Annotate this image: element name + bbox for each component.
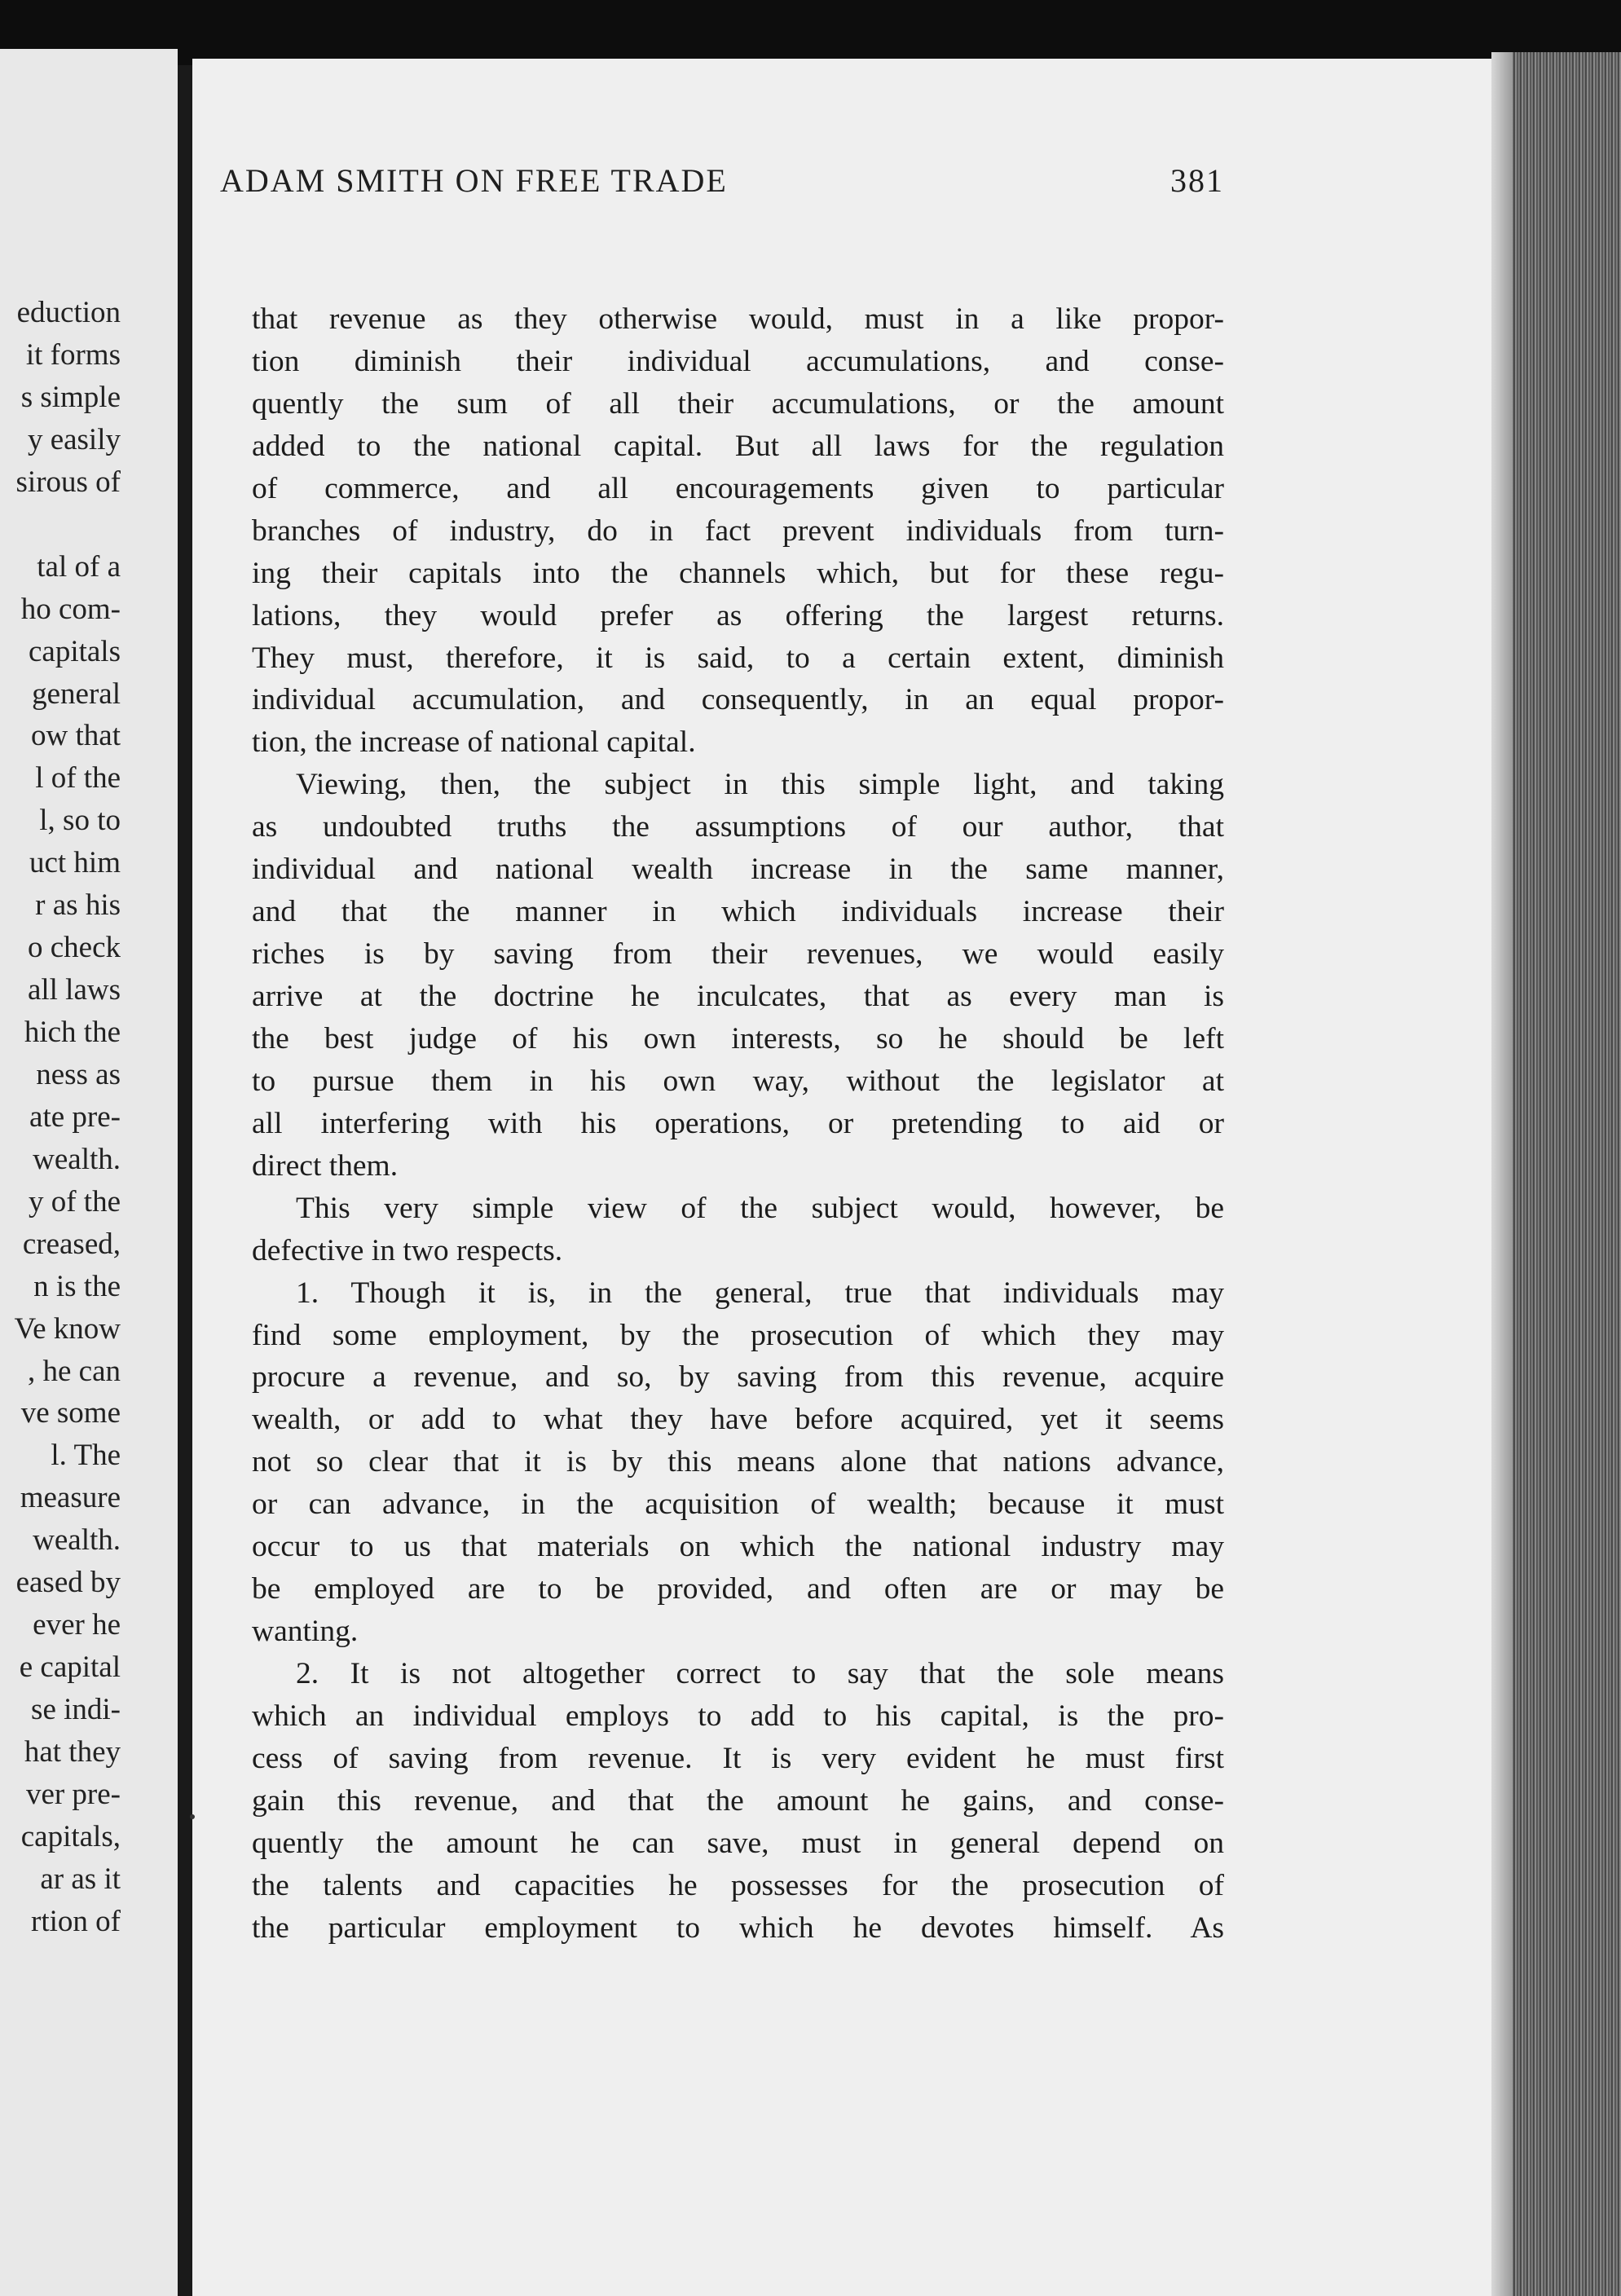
facing-page-line: ness as <box>36 1057 121 1091</box>
text-line: quently the sum of all their accumulations, or the amount <box>252 386 1224 421</box>
text-line: arrive at the doctrine he inculcates, that as every man is <box>252 980 1224 1013</box>
body-text <box>252 298 1224 1950</box>
text-line: find some employment, by the prosecution of which they may <box>252 1318 1224 1352</box>
facing-page <box>0 49 178 2296</box>
facing-page-line: eduction <box>16 296 121 329</box>
text-line: procure a revenue, and so, by saving from this revenue, acquire <box>252 1360 1224 1395</box>
text-line: or can advance, in the acquisition of wealth; because it must <box>252 1487 1224 1522</box>
facing-page-line: y easily <box>27 422 121 456</box>
text-line: gain this revenue, and that the amount he gains, and conse- <box>252 1783 1224 1818</box>
facing-page-line: ate pre- <box>29 1100 121 1134</box>
text-line: lations, they would prefer as offering the largest returns. <box>252 598 1224 632</box>
text-line: not so clear that it is by this means alone that nations advance, <box>252 1445 1224 1479</box>
facing-page-line: ve some <box>20 1396 121 1430</box>
facing-page-line: hat they <box>24 1734 121 1769</box>
text-line: riches is by saving from their revenues, we would easily <box>252 937 1224 972</box>
page-edges <box>1491 52 1621 2296</box>
text-line: quently the amount he can save, must in general depend on <box>252 1826 1224 1860</box>
facing-page-line: y of the <box>28 1184 121 1219</box>
facing-page-line: all laws <box>27 973 121 1007</box>
text-line: They must, therefore, it is said, to a certain extent, diminish <box>252 641 1224 675</box>
text-line: wanting. <box>252 1615 359 1649</box>
facing-page-line: capitals, <box>20 1819 121 1853</box>
text-line: the best judge of his own interests, so he should be left <box>252 1021 1224 1055</box>
text-line: individual accumulation, and consequently, in an equal propor- <box>252 683 1224 717</box>
facing-page-line: ver pre- <box>25 1777 121 1811</box>
text-line: cess of saving from revenue. It is very evident he must first <box>252 1741 1224 1775</box>
text-line: tion diminish their individual accumulations, and conse- <box>252 344 1224 378</box>
facing-page-line: it forms <box>25 337 121 372</box>
facing-page-line: se indi- <box>31 1693 121 1726</box>
text-line: of commerce, and all encouragements given to particular <box>252 471 1224 505</box>
page-edge-highlight <box>1491 52 1513 2296</box>
facing-page-line: e capital <box>19 1650 121 1685</box>
text-line: 1. Though it is, in the general, true that individuals may <box>296 1276 1224 1310</box>
facing-page-line: l. The <box>51 1439 121 1473</box>
facing-page-line: ho com- <box>20 592 121 626</box>
facing-page-line: l, so to <box>39 804 121 838</box>
facing-page-line: wealth. <box>33 1142 121 1176</box>
facing-page-line: o check <box>27 931 121 965</box>
text-line: to pursue them in his own way, without the legislator at <box>252 1064 1224 1098</box>
text-line: This very simple view of the subject would, however, be <box>296 1191 1224 1225</box>
facing-page-line: uct him <box>29 846 121 880</box>
text-line: occur to us that materials on which the national industry may <box>252 1530 1224 1564</box>
facing-page-line: measure <box>20 1481 121 1515</box>
facing-page-line: general <box>32 676 121 711</box>
text-line: which an individual employs to add to his capital, is the pro- <box>252 1699 1224 1733</box>
facing-page-line: creased, <box>22 1227 121 1261</box>
facing-page-line: sirous of <box>15 465 121 499</box>
text-line: ing their capitals into the channels which, but for these regu- <box>252 556 1224 590</box>
text-line: individual and national wealth increase in the same manner, <box>252 853 1224 887</box>
text-line: added to the national capital. But all laws for the regulation <box>252 429 1224 463</box>
page-number: 381 <box>1170 162 1224 199</box>
facing-page-line: eased by <box>15 1566 121 1600</box>
text-line: wealth, or add to what they have before acquired, yet it seems <box>252 1403 1224 1437</box>
facing-page-line: ever he <box>33 1608 121 1642</box>
text-line: defective in two respects. <box>252 1233 563 1267</box>
facing-page-line: l of the <box>35 761 121 795</box>
facing-page-text <box>14 292 121 1943</box>
facing-page-line: ar as it <box>40 1862 121 1896</box>
text-line: the talents and capacities he possesses for the prosecution of <box>252 1868 1224 1902</box>
facing-page-line: capitals <box>28 634 121 668</box>
facing-page-line: Ve know <box>14 1311 121 1346</box>
text-line: be employed are to be provided, and often are or may be <box>252 1572 1224 1606</box>
facing-page-line: tal of a <box>37 549 121 584</box>
text-line: branches of industry, do in fact prevent individuals from turn- <box>252 513 1224 548</box>
facing-page-line: , he can <box>27 1354 121 1388</box>
text-line: that revenue as they otherwise would, must in a like propor- <box>252 302 1224 336</box>
facing-page-line: hich the <box>24 1016 121 1049</box>
text-line: as undoubted truths the assumptions of our author, that <box>252 810 1224 844</box>
text-line: all interfering with his operations, or pretending to aid or <box>252 1106 1224 1140</box>
book-gutter <box>178 65 192 2296</box>
facing-page-line: n is the <box>33 1269 121 1303</box>
text-line: the particular employment to which he devotes himself. As <box>252 1910 1224 1945</box>
facing-page-line: r as his <box>35 888 121 923</box>
facing-page-line: wealth. <box>33 1523 121 1558</box>
facing-page-line: ow that <box>31 719 121 753</box>
text-line: and that the manner in which individuals increase their <box>252 895 1224 929</box>
running-title: ADAM SMITH ON FREE TRADE <box>220 162 728 199</box>
text-line: direct them. <box>252 1148 399 1183</box>
text-line: tion, the increase of national capital. <box>252 725 696 760</box>
text-line: Viewing, then, the subject in this simple light, and taking <box>296 768 1224 802</box>
scan-speck <box>190 1814 195 1819</box>
facing-page-line: rtion of <box>31 1904 121 1938</box>
facing-page-line: s simple <box>20 380 121 414</box>
text-line: 2. It is not altogether correct to say that the sole means <box>296 1657 1224 1690</box>
running-head <box>220 161 1224 210</box>
